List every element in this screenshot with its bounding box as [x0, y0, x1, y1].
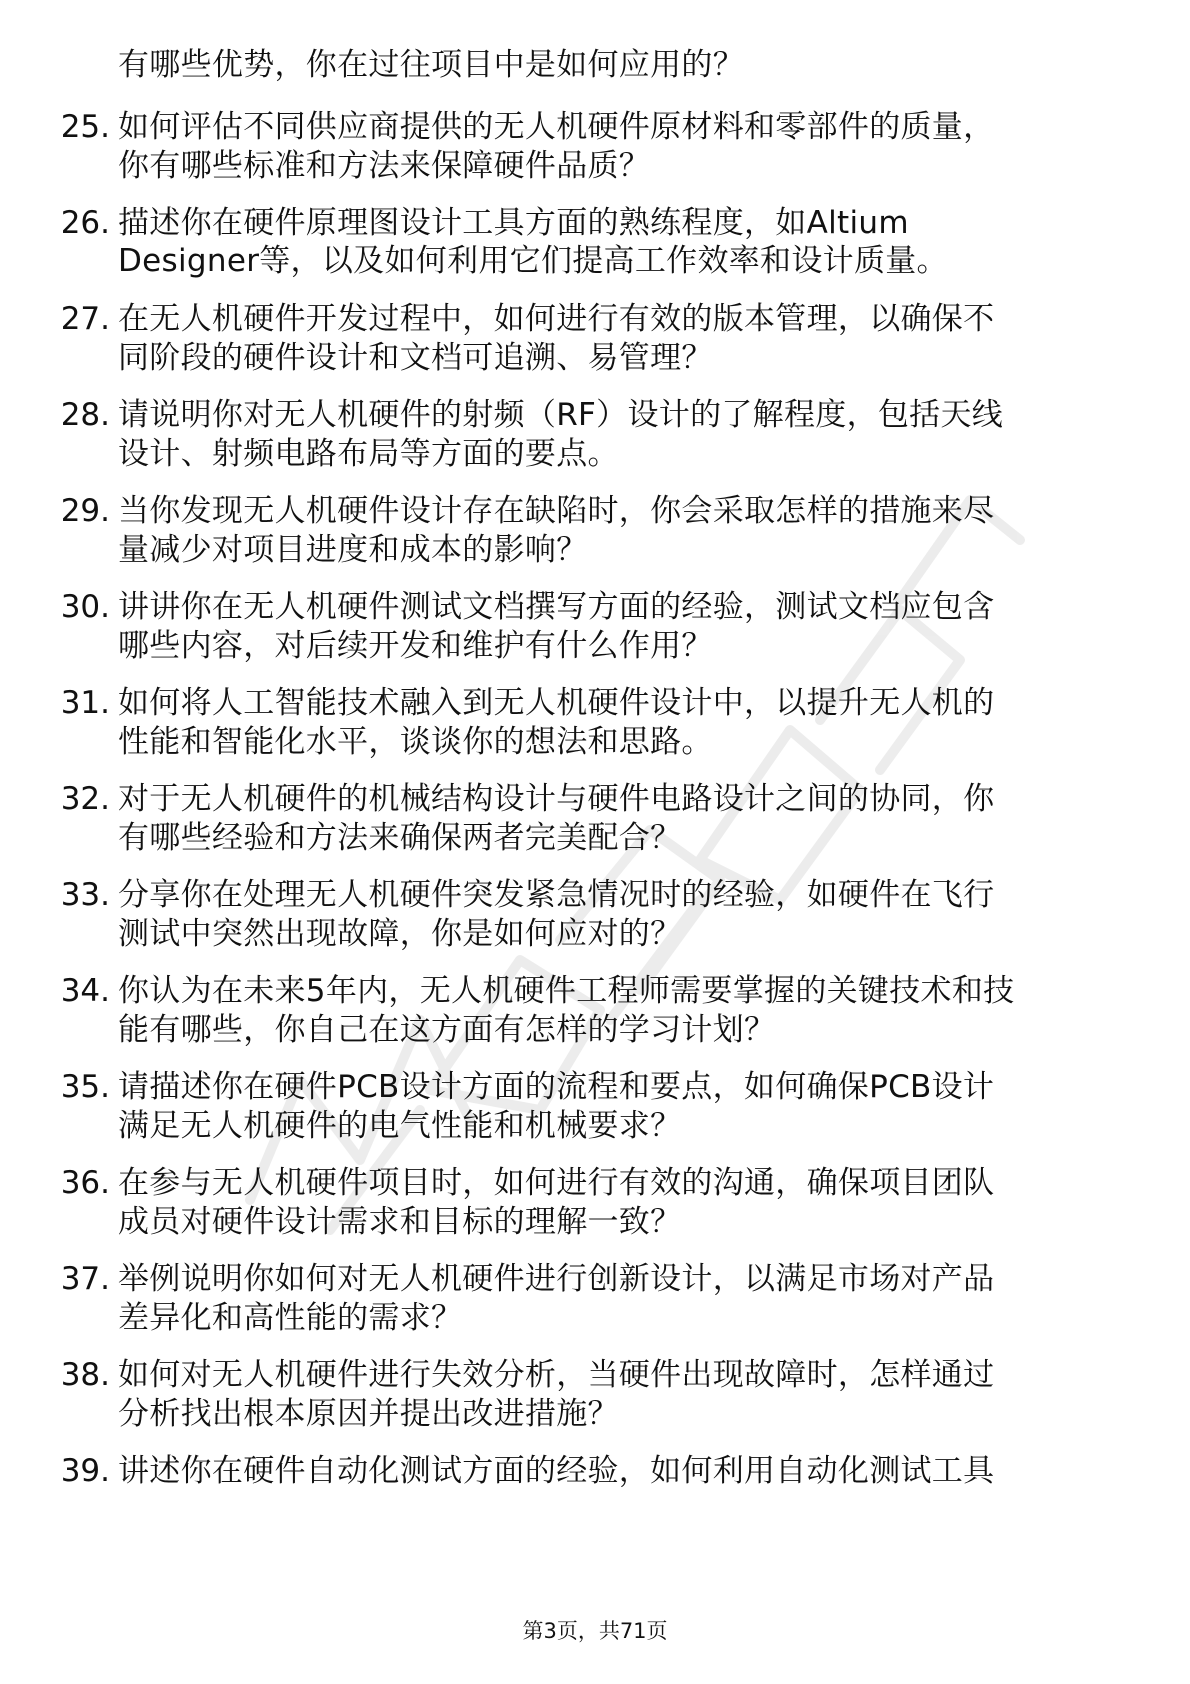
question-number: 25.: [60, 109, 110, 145]
question-text-line: 请描述你在硬件PCB设计方面的流程和要点，如何确保PCB设计: [118, 1069, 995, 1105]
question-number: 34.: [60, 973, 110, 1009]
question-text-line: 在参与无人机硬件项目时，如何进行有效的沟通，确保项目团队: [118, 1165, 995, 1201]
question-number: 37.: [60, 1261, 110, 1297]
question-text-line: 描述你在硬件原理图设计工具方面的熟练程度，如Altium: [118, 205, 909, 241]
question-text-line: 讲述你在硬件自动化测试方面的经验，如何利用自动化测试工具: [118, 1453, 995, 1489]
question-text-line: 在无人机硬件开发过程中，如何进行有效的版本管理，以确保不: [118, 301, 995, 337]
question-number: 26.: [60, 205, 110, 241]
question-text-line: 讲讲你在无人机硬件测试文档撰写方面的经验，测试文档应包含: [118, 589, 995, 625]
question-text-line: 如何评估不同供应商提供的无人机硬件原材料和零部件的质量，: [118, 109, 995, 145]
question-number: 28.: [60, 397, 110, 433]
question-text-line: 满足无人机硬件的电气性能和机械要求？: [118, 1108, 682, 1144]
question-text-line: 哪些内容，对后续开发和维护有什么作用？: [118, 628, 713, 664]
question-text-line: 测试中突然出现故障，你是如何应对的？: [118, 916, 682, 952]
question-number: 27.: [60, 301, 110, 337]
question-number: 36.: [60, 1165, 110, 1201]
question-number: 31.: [60, 685, 110, 721]
question-text-line: 如何将人工智能技术融入到无人机硬件设计中，以提升无人机的: [118, 685, 995, 721]
question-text-line: 你认为在未来5年内，无人机硬件工程师需要掌握的关键技术和技: [118, 973, 1015, 1009]
question-text-line: 对于无人机硬件的机械结构设计与硬件电路设计之间的协同，你: [118, 781, 995, 817]
question-number: 39.: [60, 1453, 110, 1489]
question-text-line: 分析找出根本原因并提出改进措施？: [118, 1396, 619, 1432]
question-text-line: 请说明你对无人机硬件的射频（RF）设计的了解程度，包括天线: [118, 397, 1004, 433]
question-text-line: 你有哪些标准和方法来保障硬件品质？: [118, 148, 651, 184]
page-footer: 第3页，共71页: [522, 1619, 668, 1643]
question-text-line: 设计、射频电路布局等方面的要点。: [118, 436, 619, 472]
continuation-line: 有哪些优势，你在过往项目中是如何应用的？: [118, 47, 744, 83]
question-number: 38.: [60, 1357, 110, 1393]
question-text-line: 分享你在处理无人机硬件突发紧急情况时的经验，如硬件在飞行: [118, 877, 995, 913]
question-number: 33.: [60, 877, 110, 913]
question-text-line: 差异化和高性能的需求？: [118, 1300, 463, 1336]
question-text-line: 性能和智能化水平，谈谈你的想法和思路。: [118, 724, 713, 760]
question-text-line: 如何对无人机硬件进行失效分析，当硬件出现故障时，怎样通过: [118, 1357, 995, 1393]
question-text-line: 量减少对项目进度和成本的影响？: [118, 532, 588, 568]
question-text-line: 举例说明你如何对无人机硬件进行创新设计，以满足市场对产品: [118, 1261, 995, 1297]
question-text-line: 当你发现无人机硬件设计存在缺陷时，你会采取怎样的措施来尽: [118, 493, 995, 529]
question-text-line: 成员对硬件设计需求和目标的理解一致？: [118, 1204, 682, 1240]
question-text-line: 有哪些经验和方法来确保两者完美配合？: [118, 820, 682, 856]
question-number: 35.: [60, 1069, 110, 1105]
question-number: 30.: [60, 589, 110, 625]
question-number: 32.: [60, 781, 110, 817]
question-text-line: 能有哪些，你自己在这方面有怎样的学习计划？: [118, 1012, 776, 1048]
question-text-line: Designer等，以及如何利用它们提高工作效率和设计质量。: [118, 243, 948, 279]
question-text-line: 同阶段的硬件设计和文档可追溯、易管理？: [118, 340, 713, 376]
question-number: 29.: [60, 493, 110, 529]
